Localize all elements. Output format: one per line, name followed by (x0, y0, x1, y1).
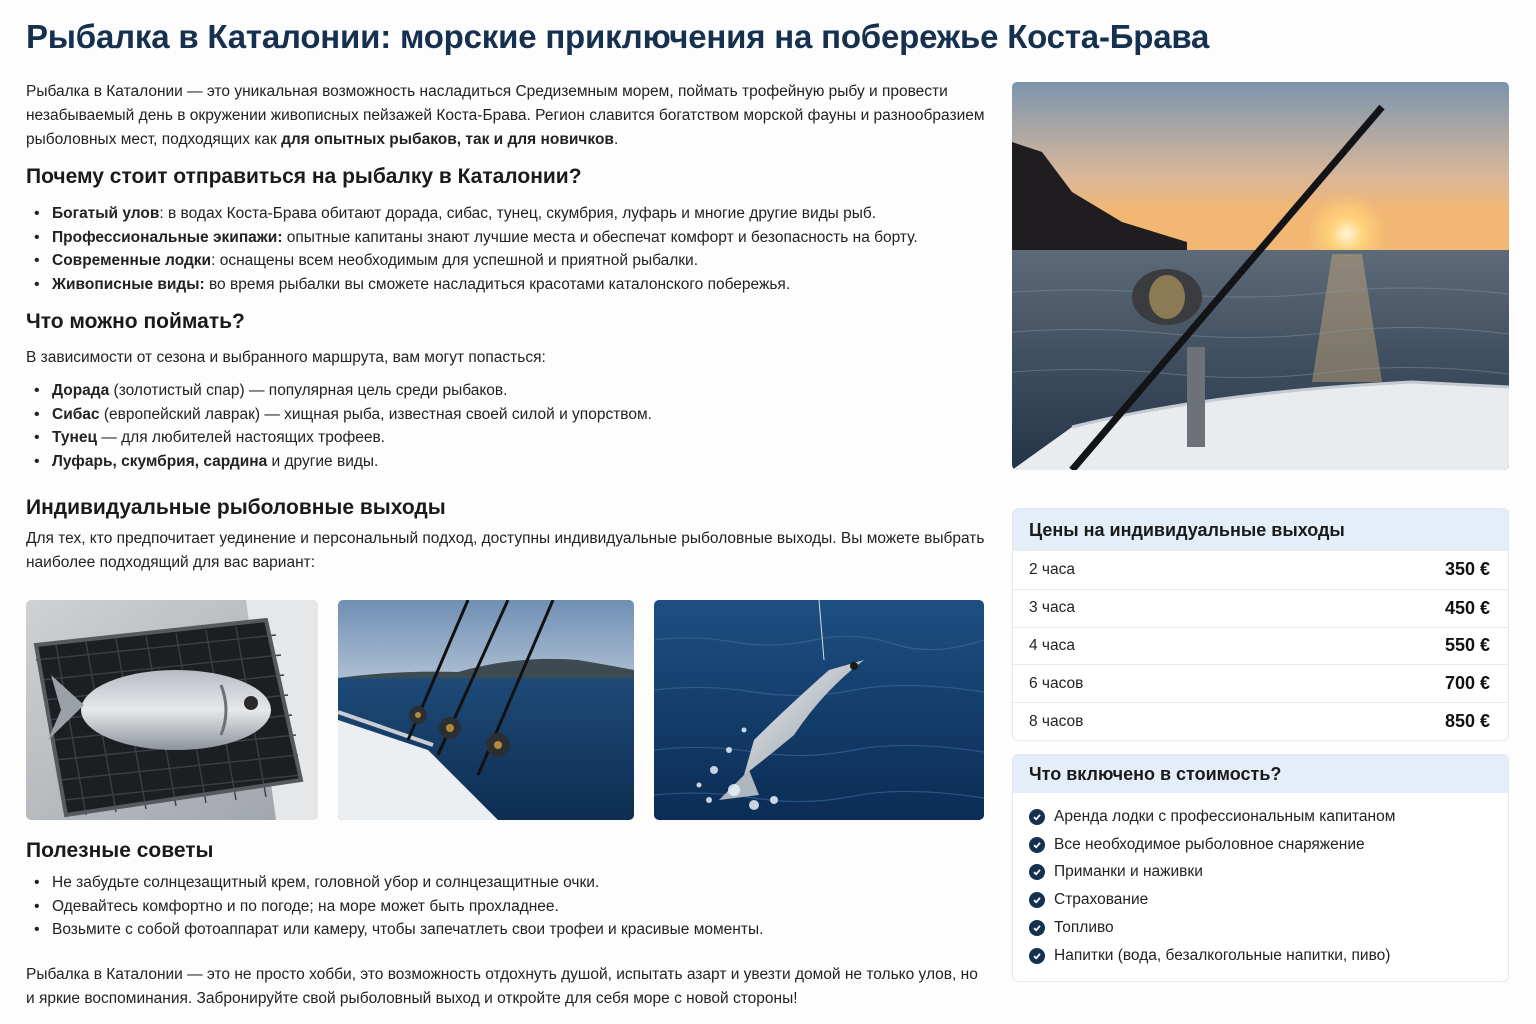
rods-on-boat-photo (338, 600, 634, 820)
tips-heading: Полезные советы (26, 839, 214, 862)
included-item: Топливо (1029, 914, 1492, 942)
price-row (1013, 589, 1508, 627)
check-circle-icon (1029, 864, 1045, 880)
price-duration: 8 часов (1029, 712, 1084, 730)
catch-heading: Что можно поймать? (26, 310, 245, 333)
included-item: Все необходимое рыболовное снаряжение (1029, 831, 1492, 859)
included-item: Страхование (1029, 886, 1492, 914)
check-circle-icon (1029, 948, 1045, 964)
price-row (1013, 551, 1508, 589)
price-duration: 3 часа (1029, 599, 1075, 617)
why-heading: Почему стоит отправиться на рыбалку в Каталонии? (26, 165, 582, 188)
price-value: 350 € (1444, 559, 1490, 580)
included-card-title: Что включено в стоимость? (1013, 755, 1508, 793)
included-item: Напитки (вода, безалкогольные напитки, пиво) (1029, 942, 1492, 970)
catch-list (26, 379, 986, 473)
catch-item: • Сибас (европейский лаврак) — хищная рыба, известная своей силой и упорством. (26, 403, 986, 427)
price-row (1013, 627, 1508, 665)
prices-table (1013, 551, 1508, 740)
why-list (26, 202, 986, 296)
why-item: • Богатый улов: в водах Коста-Брава обитают дорада, сибас, тунец, скумбрия, луфарь и многие другие виды рыб. (26, 202, 986, 226)
check-circle-icon (1029, 892, 1045, 908)
individual-heading: Индивидуальные рыболовные выходы (26, 496, 446, 519)
price-duration: 2 часа (1029, 560, 1075, 578)
check-circle-icon (1029, 809, 1045, 825)
check-circle-icon (1029, 920, 1045, 936)
price-duration: 4 часа (1029, 636, 1075, 654)
why-item: • Профессиональные экипажи: опытные капитаны знают лучшие места и обеспечат комфорт и безопасность на борту. (26, 226, 986, 250)
price-value: 700 € (1444, 673, 1490, 694)
catch-lead: В зависимости от сезона и выбранного маршрута, вам могут попасться: (26, 349, 546, 366)
price-value: 550 € (1444, 635, 1490, 656)
dorado-in-net-photo (26, 600, 318, 820)
included-card (1012, 754, 1509, 982)
prices-card-title: Цены на индивидуальные выходы (1013, 509, 1508, 551)
price-value: 850 € (1444, 711, 1490, 732)
price-row (1013, 702, 1508, 740)
outro-paragraph: Рыбалка в Каталонии — это не просто хобби, это возможность отдохнуть душой, испытать азарт и увезти домой не только улов, но и яркие воспоминания. Забронируйте свой рыболовный выход и откройте для себя море с новой стороны! (26, 966, 978, 1007)
jumping-fish-photo (654, 600, 984, 820)
price-duration: 6 часов (1029, 674, 1084, 692)
prices-card (1012, 508, 1509, 741)
tip-item: • Возьмите с собой фотоаппарат или камеру, чтобы запечатлеть свои трофеи и красивые моменты. (26, 918, 986, 942)
check-circle-icon (1029, 837, 1045, 853)
catch-item: • Дорада (золотистый спар) — популярная цель среди рыбаков. (26, 379, 986, 403)
sunset-rod-photo (1012, 82, 1509, 470)
why-item: • Современные лодки: оснащены всем необходимым для успешной и приятной рыбалки. (26, 249, 986, 273)
included-item: Аренда лодки с профессиональным капитаном (1029, 803, 1492, 831)
page-title: Рыбалка в Каталонии: морские приключения на побережье Коста-Брава (26, 18, 1210, 55)
price-row (1013, 664, 1508, 702)
individual-paragraph: Для тех, кто предпочитает уединение и персональный подход, доступны индивидуальные рыболовные выходы. Вы можете выбрать наиболее подходящий для вас вариант: (26, 530, 985, 571)
tip-item: • Не забудьте солнцезащитный крем, головной убор и солнцезащитные очки. (26, 871, 986, 895)
intro-paragraph: Рыбалка в Каталонии — это уникальная возможность насладиться Средиземным морем, поймать трофейную рыбу и провести незабываемый день в окружении живописных пейзажей Коста-Брава. Регион славится богатством морской фауны и разнообразием рыболовных мест, подходящих как для опытных рыбаков, так и для новичков. (26, 83, 985, 148)
catch-item: • Луфарь, скумбрия, сардина и другие виды. (26, 450, 986, 474)
included-item: Приманки и наживки (1029, 859, 1492, 887)
price-value: 450 € (1444, 597, 1490, 618)
included-list (1013, 793, 1508, 970)
tip-item: • Одевайтесь комфортно и по погоде; на море может быть прохладнее. (26, 895, 986, 919)
catch-item: • Тунец — для любителей настоящих трофеев. (26, 426, 986, 450)
why-item: • Живописные виды: во время рыбалки вы сможете насладиться красотами каталонского побережья. (26, 273, 986, 297)
tips-list (26, 871, 986, 942)
